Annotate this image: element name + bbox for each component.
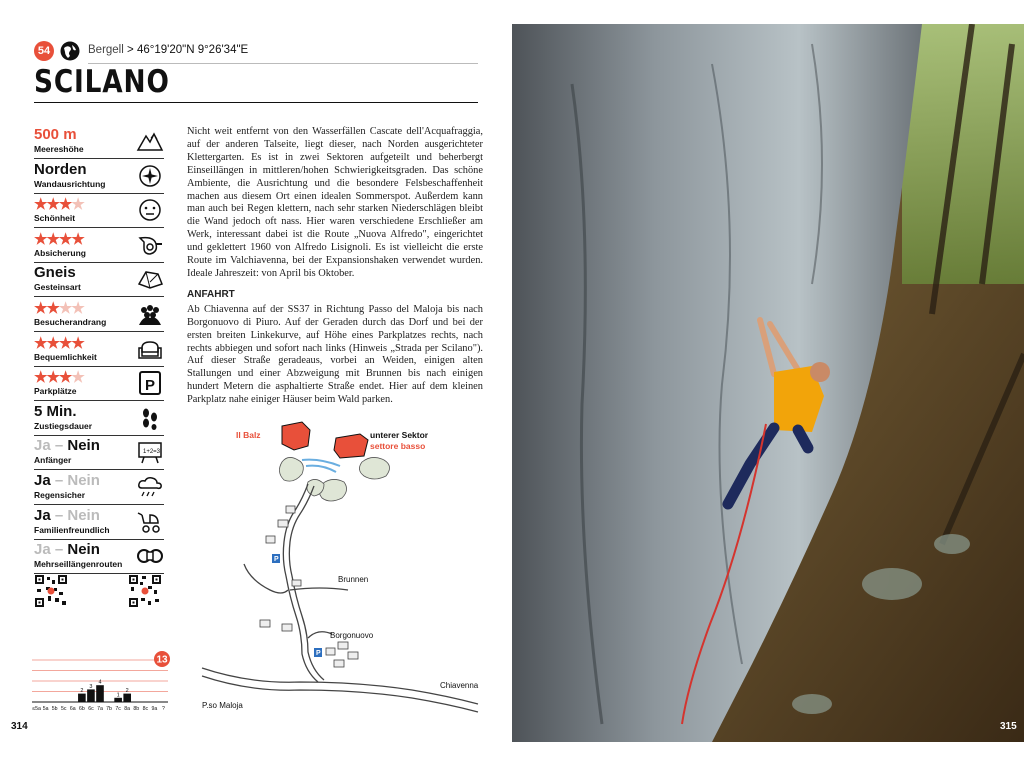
approach-heading: ANFAHRT xyxy=(187,288,235,300)
grade-tick-label: 6a xyxy=(69,706,76,712)
yes-no-dash: – xyxy=(50,472,68,489)
label-il-balz: Il Balz xyxy=(236,430,261,440)
svg-text:1+2=3: 1+2=3 xyxy=(143,449,161,456)
bar-value-label: 2 xyxy=(80,688,84,695)
yes-no-value xyxy=(34,472,100,489)
grade-tick-label: 9a xyxy=(151,706,158,712)
grade-tick-label: 5c xyxy=(60,706,67,712)
stat-row xyxy=(34,126,164,160)
star-empty-icon: ★ xyxy=(71,196,84,214)
right-page xyxy=(512,0,1024,768)
location-line xyxy=(88,44,248,56)
grade-tick-label: 8a xyxy=(124,706,131,712)
stat-value: 5 Min. xyxy=(34,402,77,420)
bar-value-label: 1 xyxy=(116,692,120,699)
armchair-icon xyxy=(136,336,164,362)
star-filled-icon: ★ xyxy=(58,334,72,352)
road-lines xyxy=(202,484,478,712)
stat-label: Mehrseillängenrouten xyxy=(34,559,123,570)
stat-divider xyxy=(34,435,164,436)
yes-no-value xyxy=(34,541,100,558)
star-empty-icon: ★ xyxy=(71,369,84,387)
stat-divider xyxy=(34,296,164,297)
bar-value-label: 3 xyxy=(89,683,93,690)
star-filled-icon: ★ xyxy=(46,230,59,248)
yes-no-value xyxy=(34,437,100,454)
stat-row xyxy=(34,507,164,541)
stat-label: Zustiegsdauer xyxy=(34,420,93,431)
face-icon xyxy=(136,197,164,223)
page-number-left: 314 xyxy=(11,721,28,732)
page-title: SCILANO xyxy=(34,64,170,100)
grade-tick-label: 6c xyxy=(88,706,94,712)
star-filled-icon: ★ xyxy=(34,230,47,248)
stat-row xyxy=(34,541,164,575)
star-filled-icon: ★ xyxy=(34,334,47,352)
stroller-icon xyxy=(136,509,164,535)
stat-label: Schönheit xyxy=(34,213,76,224)
qr-code-left xyxy=(34,574,68,608)
star-filled-icon: ★ xyxy=(58,196,72,214)
stat-label: Parkplätze xyxy=(34,386,77,397)
yes-option: Ja xyxy=(34,437,51,455)
stat-value: Gneis xyxy=(34,264,76,282)
label-maloja: P.so Maloja xyxy=(202,701,243,710)
star-filled-icon: ★ xyxy=(46,369,59,387)
star-empty-icon: ★ xyxy=(58,300,72,317)
stat-divider xyxy=(34,504,164,505)
label-borgonuovo: Borgonuovo xyxy=(330,631,374,640)
climbing-photo xyxy=(512,24,1024,742)
globe-icon xyxy=(60,41,80,61)
stat-row xyxy=(34,437,164,471)
grade-histogram xyxy=(30,650,170,714)
stat-row xyxy=(34,472,164,506)
grade-tick-label: 8b xyxy=(133,706,140,712)
svg-text:P: P xyxy=(145,377,156,395)
rain-cloud-icon xyxy=(136,474,164,500)
stat-label: Absicherung xyxy=(34,247,86,258)
grade-tick-label: 6b xyxy=(78,706,85,712)
stat-label: Familienfreundlich xyxy=(34,524,110,535)
yes-no-dash: – xyxy=(50,437,68,455)
rock-icon xyxy=(136,266,164,292)
stat-row xyxy=(34,299,164,333)
star-rating xyxy=(34,230,84,248)
grade-tick-label: 8c xyxy=(142,706,149,712)
sector-lower-shape xyxy=(334,434,368,458)
parking-letter-2: P xyxy=(316,650,321,657)
star-rating xyxy=(34,368,84,386)
grade-tick-label: 5a xyxy=(42,706,49,712)
no-option: Nein xyxy=(67,472,100,489)
grade-tick-label: 7c xyxy=(115,706,121,712)
yes-no-dash: – xyxy=(50,541,68,559)
yes-option: Ja xyxy=(34,541,51,559)
star-filled-icon: ★ xyxy=(46,196,59,214)
coordinates: 46°19'20"N 9°26'34"E xyxy=(136,44,249,56)
star-filled-icon: ★ xyxy=(46,300,59,317)
stat-row xyxy=(34,230,164,264)
region-name: Bergell xyxy=(88,44,124,56)
parking-letter-1: P xyxy=(274,556,279,563)
body-text xyxy=(187,126,483,407)
yes-option: Ja xyxy=(34,506,51,524)
histogram-bar xyxy=(114,698,122,702)
bolt-hanger-icon xyxy=(136,232,164,258)
histogram-bar xyxy=(96,685,104,702)
star-filled-icon: ★ xyxy=(34,196,47,214)
stat-row xyxy=(34,264,164,298)
stat-row xyxy=(34,161,164,195)
stat-row xyxy=(34,403,164,437)
stat-label: Meereshöhe xyxy=(34,144,84,154)
stat-row xyxy=(34,368,164,402)
approach-paragraph: Ab Chiavenna auf der SS37 in Richtung Passo del Maloja bis nach Borgonuovo di Piuro. Auf der Geraden durch das Dorf und bei der ersten breiten Linkekurve, auf Höhe eines Parkplatzes rechts, nach rechts abbiegen und sofort nach links (Hinweis „Strada per Scilano"). Auf dieser Straße geradeaus, vorbei an Weiden, einigen alten Stallungen und einer Abzweigung mit Brunnen bis nach einigen hundert Metern die asphaltierte Straße endet. Hier auf dem kleinen Parkplatz nahe einiger Häuser beim Wald parken. xyxy=(187,303,483,406)
route-count-text: 13 xyxy=(156,654,168,666)
star-filled-icon: ★ xyxy=(58,369,72,387)
yes-option: Ja xyxy=(34,472,51,489)
star-rating xyxy=(34,299,84,317)
stat-divider xyxy=(34,400,164,401)
stat-divider xyxy=(34,158,164,159)
stat-row xyxy=(34,334,164,368)
compass-icon xyxy=(136,163,164,189)
stat-divider xyxy=(34,193,164,194)
parking-icon xyxy=(136,370,164,396)
histogram-bar xyxy=(87,689,95,702)
stat-divider xyxy=(34,366,164,367)
star-filled-icon: ★ xyxy=(46,334,59,352)
footsteps-icon xyxy=(136,405,164,431)
stat-divider xyxy=(34,469,164,470)
blackboard-icon xyxy=(136,439,164,465)
label-chiavenna: Chiavenna xyxy=(440,681,479,690)
star-filled-icon: ★ xyxy=(71,230,84,248)
sector-il-balz-shape xyxy=(282,422,310,450)
stat-divider xyxy=(34,331,164,332)
house-icons xyxy=(260,506,358,667)
no-option: Nein xyxy=(67,541,100,559)
page-header xyxy=(34,41,478,63)
stat-label: Gesteinsart xyxy=(34,282,81,293)
stat-label: Regensicher xyxy=(34,490,86,500)
star-filled-icon: ★ xyxy=(34,300,47,317)
stat-row xyxy=(34,195,164,229)
histogram-bar xyxy=(123,694,131,702)
star-empty-icon: ★ xyxy=(71,300,84,317)
stat-value: 500 m xyxy=(34,126,77,143)
stat-divider xyxy=(34,539,164,540)
stream-line xyxy=(302,460,340,472)
approach-map xyxy=(190,420,482,720)
stat-divider xyxy=(34,262,164,263)
label-lower-sector: unterer Sektor xyxy=(370,430,429,440)
star-rating xyxy=(34,334,84,352)
bar-value-label: 2 xyxy=(125,688,129,695)
mountain-icon xyxy=(136,128,164,154)
route-number-badge: 54 xyxy=(34,41,54,61)
stat-divider xyxy=(34,227,164,228)
qr-code-right xyxy=(128,574,162,608)
title-rule xyxy=(34,102,478,103)
star-filled-icon: ★ xyxy=(58,230,72,248)
star-filled-icon: ★ xyxy=(34,369,47,387)
crowd-icon xyxy=(136,301,164,327)
grade-tick-label: 7b xyxy=(106,706,112,712)
grade-tick-label: ≤5a xyxy=(32,706,41,712)
multipitch-icon xyxy=(136,543,164,569)
stat-label: Wandausrichtung xyxy=(34,178,106,189)
grade-tick-label: 5b xyxy=(51,706,58,712)
label-settore-basso: settore basso xyxy=(370,441,426,451)
no-option: Nein xyxy=(67,506,100,524)
grade-tick-label: 7a xyxy=(97,706,103,712)
histogram-bar xyxy=(78,694,86,702)
no-option: Nein xyxy=(67,437,100,455)
page-number-right: 315 xyxy=(1000,721,1017,732)
grade-tick-label: ? xyxy=(162,706,165,712)
stat-label: Anfänger xyxy=(34,455,72,466)
intro-paragraph: Nicht weit entfernt von den Wasserfällen Cascate dell'Acquafraggia, auf der anderen Talseite, liegt dieser, nach Norden ausgerichteter Klettergarten. Es ist in zwei Sektoren aufgeteilt und beherbergt Einseillängen in mittleren/hohen Schwierigkeitsgraden. Das schöne Ambiente, die Ausrichtung und die besondere Felsbeschaffenheit machen aus diesem Ort einen idealen Sommerspot. Außerdem kann man auch bei Regen klettern, nach sehr starken Niederschlägen bleibt die Wand jedoch oft nass. Hier waren verschiedene Erschließer am Werk, interessant dabei ist die Route „Nuova Alfredo", eingerichtet und geklettert 1960 von Alfredo Lisignoli. Es ist vielleicht die erste Route im Valchiavenna, bei der Expansionshaken verwendet wurden. Ideale Jahreszeit: von April bis Oktober. xyxy=(187,126,483,279)
star-filled-icon: ★ xyxy=(71,334,84,352)
stat-label: Bequemlichkeit xyxy=(34,351,97,362)
yes-no-dash: – xyxy=(50,506,68,524)
label-brunnen: Brunnen xyxy=(338,575,369,584)
yes-no-value xyxy=(34,507,100,524)
breadcrumb-separator: > xyxy=(127,44,134,56)
stat-label: Besucherandrang xyxy=(34,317,107,327)
bar-value-label: 4 xyxy=(98,679,102,686)
star-rating xyxy=(34,195,84,213)
stat-value: Norden xyxy=(34,160,87,178)
